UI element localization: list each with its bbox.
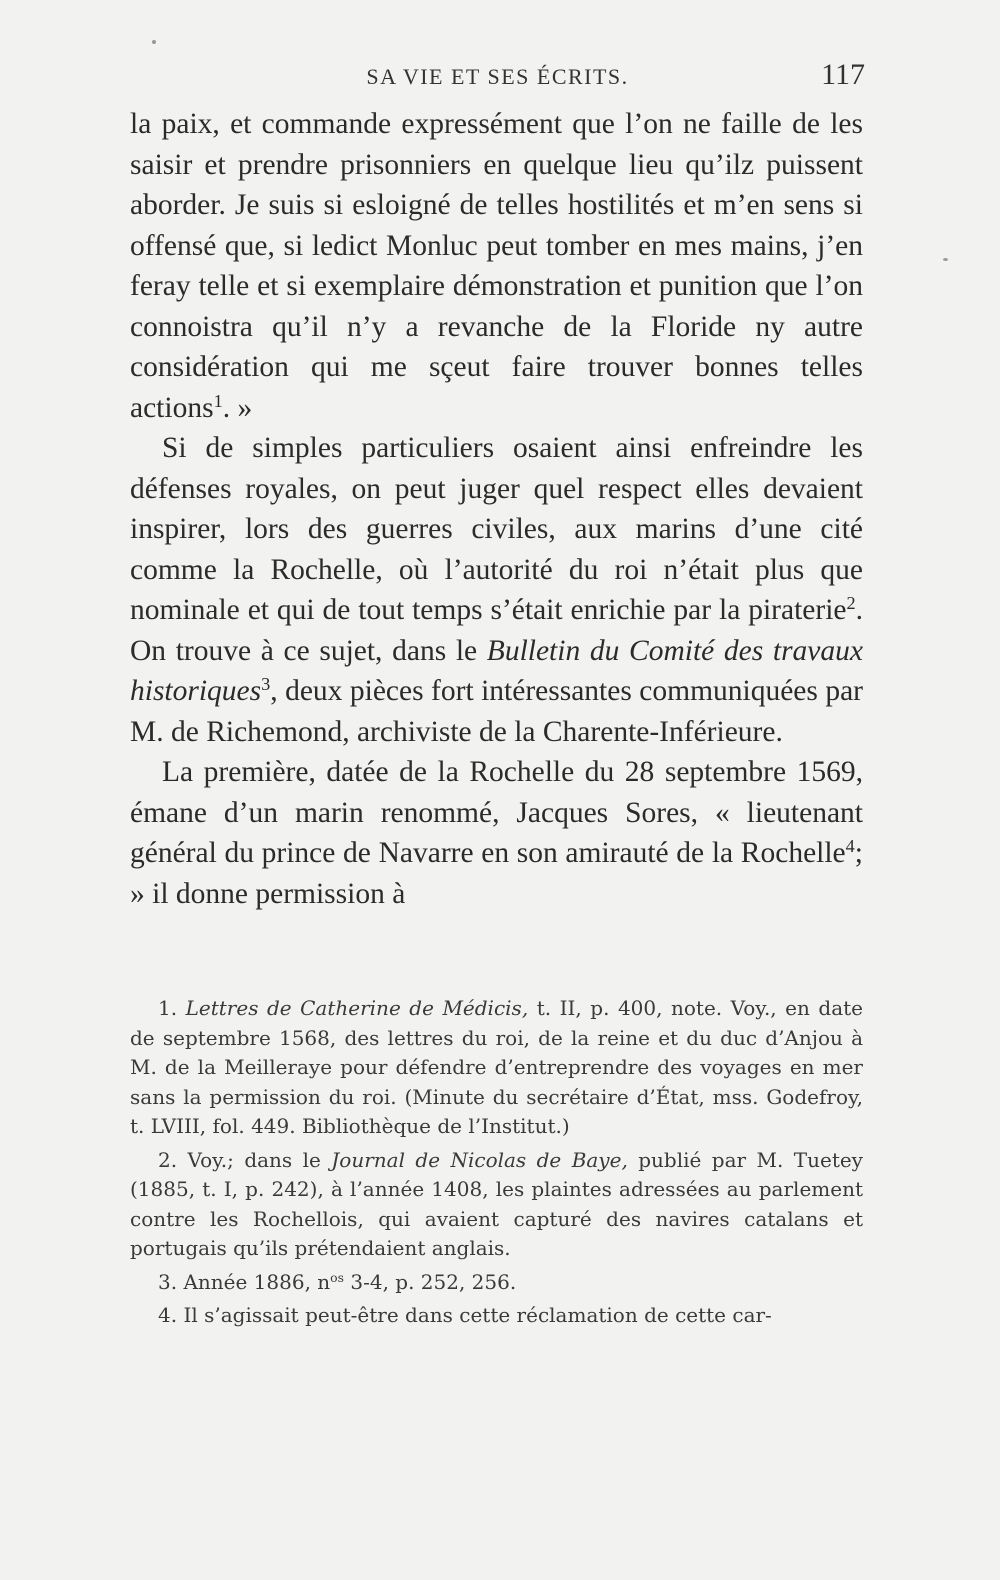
text-run: t. II, p. 400, note. Voy., en date de septembre 1568, des lettres du roi, de la reine et du duc d’Anjou à M. de la Meilleraye pour défendre d’entreprendre des voyages en mer sans la permission du roi. (Minute du secrétaire d’État, mss. Godefroy, t. LVIII, fol. 449. Bibliothèque de l’Institut.) (130, 996, 864, 1138)
text-run: la paix, et commande expressément que l’on ne faille de les saisir et prendre prisonniers en quelque lieu qu’ilz puissent aborder. Je suis si esloigné de telles hostilités et m’en sens si offensé que, si ledict Monluc peut tomber en mes mains, j’en feray telle et si exemplaire démonstration et punition que l’on connoistra qu’il n’y a revanche de la Floride ny autre considération qui me sçeut faire trouver bonnes telles actions (130, 108, 863, 424)
italic-title: Journal de Nicolas de Baye, (331, 1147, 628, 1172)
superscript: os (330, 1269, 344, 1285)
footnote (130, 1146, 863, 1264)
main-text (130, 104, 863, 914)
text-run: La première, datée de la Rochelle du 28 septembre 1569, émane d’un marin renommé, Jacques Sores, « lieutenant général du prince de Navarre en son amirauté de la Rochelle (130, 756, 863, 869)
text-run: Si de simples particuliers osaient ainsi enfreindre les défenses royales, on peut juger quel respect elles devaient inspirer, lors des guerres civiles, aux marins d’une cité comme la Rochelle, où l’autorité du roi n’était plus que nominale et qui de tout temps s’était enrichie par la piraterie (130, 432, 863, 626)
footnote-ref: 2 (846, 592, 856, 613)
footnotes (130, 994, 863, 1335)
text-run: 3. Année 1886, n (158, 1269, 331, 1294)
text-run: publié par M. Tuetey (1885, t. I, p. 242), à l’année 1408, les plaintes adressées au parlement contre les Rochellois, qui avaient capturé des navires catalans et portugais qu’ils prétendaient anglais. (130, 1147, 863, 1260)
text-run: ; » il donne permission à (130, 837, 863, 910)
page-number: 117 (821, 58, 865, 91)
paper-speck (943, 258, 948, 261)
text-run: 1. (158, 996, 186, 1020)
text-run: , deux pièces fort intéressantes communiquées par M. de Richemond, archiviste de la Charente-Inférieure. (130, 675, 863, 748)
italic-title: Bulletin du Comité des travaux historiques (130, 634, 863, 707)
text-run: 2. Voy.; dans le (158, 1147, 332, 1172)
footnote: 4. Il s’agissait peut-être dans cette réclamation de cette car- (158, 1303, 772, 1327)
text-run: 3-4, p. 252, 256. (344, 1269, 517, 1294)
paragraph (130, 752, 863, 914)
text-run: . » (222, 391, 253, 424)
paper-speck (152, 40, 156, 44)
running-title: SA VIE ET SES ÉCRITS. (366, 64, 629, 89)
paragraph (130, 428, 863, 752)
footnote-ref: 3 (261, 673, 271, 694)
running-head (130, 58, 865, 98)
italic-title: Lettres de Catherine de Médicis, (185, 996, 529, 1020)
footnote-ref: 1 (213, 390, 223, 411)
footnote-ref: 4 (845, 835, 855, 856)
text-run: . On trouve à ce sujet, dans le (130, 594, 863, 667)
footnote (130, 994, 863, 1142)
paragraph (130, 104, 863, 428)
footnote (130, 1268, 863, 1298)
